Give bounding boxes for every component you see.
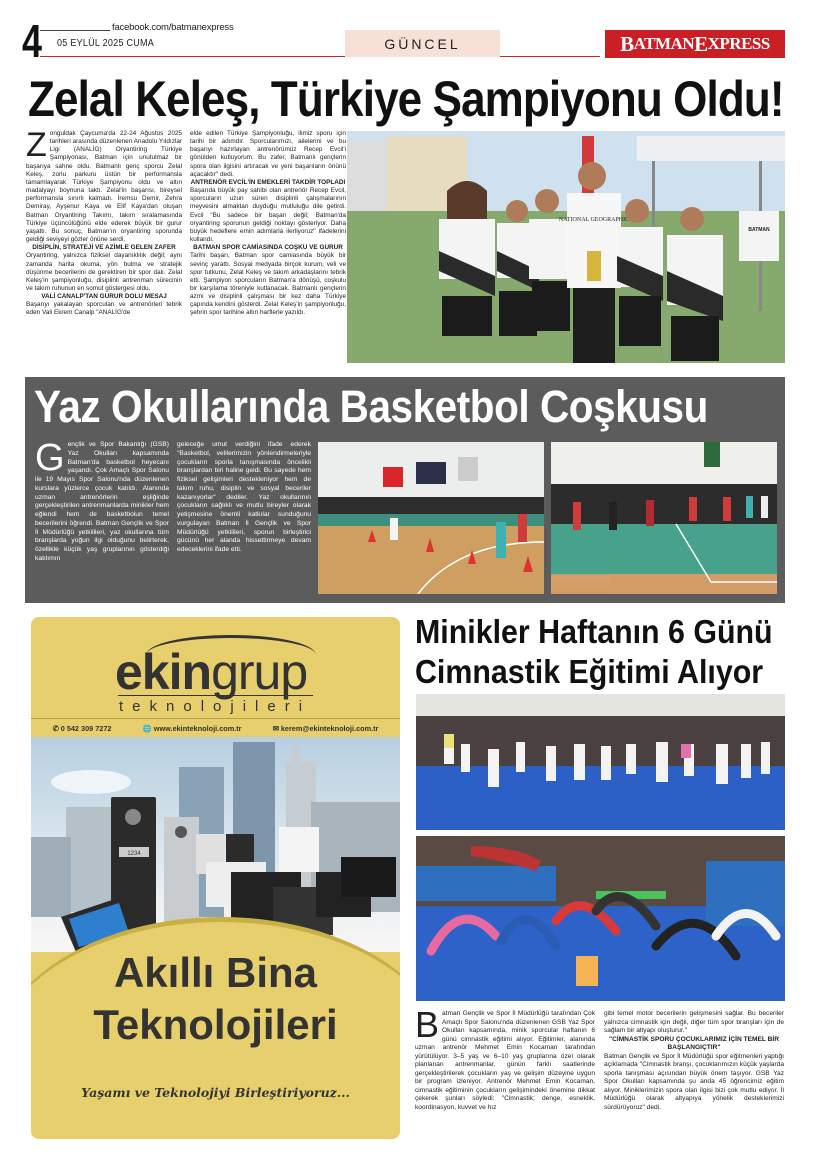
issue-date: 05 EYLÜL 2025 CUMA [57, 38, 155, 49]
brand-logo-b: B [620, 31, 634, 56]
article1-subhead-1: DİSİPLİN, STRATEJİ VE AZİMLE GELEN ZAFER [32, 244, 176, 252]
article1-team-photo [347, 131, 785, 363]
advertisement-ekingrup[interactable] [31, 617, 400, 1139]
ad-logo [115, 644, 308, 700]
ad-website[interactable] [143, 724, 242, 733]
header-rule [40, 30, 110, 31]
article1-paragraph: Başarıyı yakalayan sporcuları ve antrenörleri tebrik eden Vali Ekrem Canalp "ANALİG'de [26, 301, 182, 317]
ad-slogan: Yaşamı ve Teknolojiyi Birleştiriyoruz... [81, 1085, 350, 1100]
gymnastics-photo-2 [416, 836, 785, 1001]
ad-phone-text: 0 542 309 7272 [60, 723, 112, 733]
article2-text: ençlik ve Spor Bakanlığı (GSB) Yaz Okulları kapsamında Batman'da basketbol heyecanı yaşandı. Çok Amaçlı Spor Salonu ile 19 Mayıs Spor Salonu'nda düzenlenen kurslara yüzlerce çocuk katıldı. Alanında uzman antrenörlerin eşliğinde gerçekleştirilen antrenmanlarda minikler hem eğlendi hem de basketbolun temel becerilerini öğrendi. Batman Gençlik ve Spor İl Müdürlüğü yetkilileri, yaz okullarına tüm branşlarda yoğun ilgi olduğunu belirterek, özellikle küçük yaş gruplarının gösterdiği katılımın [35, 441, 169, 562]
article1-subhead-3: ANTRENÖR EVCİL'İN EMEKLERİ TAKDİR TOPLADI [190, 178, 346, 186]
section-tag: GÜNCEL [345, 30, 500, 57]
article1-paragraph: Tarihi başarı, Batman spor camiasında büyük bir sevinç yarattı. Sosyal medyada birçok kurum, veli ve spor tutkunu, Zelal Keleş ve takım arkadaşlarını tebrik etti. Şampiyon sporcuların Batman'a dönüşü, coşkulu bir karşılama töreniyle kutlanacak. Batmanlı gençlerin azmi ve disiplinli çalışması bir kez daha Türkiye çapında kendini gösterdi. Zelal Keleş'in şampiyonluğu, şehrin spor tarihine altın harflerle yazıldı. [190, 252, 346, 317]
article3-paragraph: Batman Gençlik ve Spor İl Müdürlüğü spor eğitmenleri yaptığı açıklamada "Cimnastik branşı, çocuklarımızın küçük yaşlarda sporla tanışması açısından büyük önem taşıyor. GSB Yaz Spor Okulları kapsamında şu anda 45 öğrencimiz eğitim alıyor. Miniklerimizin spora olan ilgisi bizi çok mutlu ediyor. İl Müdürlüğü olarak altyapıya yönelik desteklerimizi sürdürüyoruz" dedi. [604, 1052, 784, 1112]
ad-title [31, 947, 400, 1051]
ad-title-line-1: Akıllı Bina [113, 949, 318, 996]
team-photo-illustration [347, 131, 785, 363]
article2-column-1 [35, 437, 169, 564]
ad-title-line-2: Teknolojileri [93, 1001, 338, 1048]
facebook-link[interactable]: facebook.com/batmanexpress [112, 22, 234, 33]
keypad-display: 1234 [127, 851, 141, 857]
article3-text: atman Gençlik ve Spor İl Müdürlüğü tarafından Çok Amaçlı Spor Salonu'nda düzenlenen GSB Yaz Spor Okulları kapsamında, minik sporcular haftanın 6 günü cimnastik eğitimi alıyor. Eğitimler, alanında uzman antrenör Mehmet Emin Kocaman tarafından yürütülüyor. 3–5 yaş ve 6–10 yaş gruplarına özel olarak planlanan antrenmanlar, günün farklı saatlerinde gerçekleştirilerek çocukların yaş ve gelişim düzeyine uygun bir program izleniyor. Antrenör Mehmet Emin Kocaman, cimnastik eğitiminin çocukların gelişimindeki önemine dikkat çekerek şunları söyledi: "Cimnastik; denge, esneklik, koordinasyon, kuvvet ve hız [415, 1010, 595, 1112]
article1-subhead-2: VALİ CANALP'TAN GURUR DOLU MESAJ [41, 293, 167, 301]
article3-column-1 [415, 1004, 595, 1113]
article3-column-2 [604, 1010, 784, 1113]
header-red-rule [40, 56, 384, 57]
article1-intro-text: onguldak Çaycuma'da 22-24 Ağustos 2025 tarihleri arasında düzenlenen Anadolu Yıldızlar Ligi (ANALİG) Oryantiring Türkiye Şampiyonası, Batman için unutulmaz bir başarıya sahne oldu. Batmanlı genç sporcu Zelal Keleş, zorlu parkuru üstün bir performansla tamamlayarak Türkiye Şampiyonu oldu ve altın madalyayı boynuna taktı. Zelal'in başarısı, bireysel performansla sınırlı kalmadı. İremsu Demir, Zehra Demiray, Ayşenur Kaya ve Elif Kaya'dan oluşan Batman Oryantiring Takımı, takım sıralamasında Türkiye üçüncülüğünü elde ederek büyük bir gurur yaşattı. Bu sonuç, Batman'ın oryantiring sporunda geldiği seviyeyi gözler önüne serdi. [26, 130, 182, 244]
article1-column-2 [190, 130, 346, 318]
shirt-text: NATIONAL GEOGRAPHIC [558, 217, 630, 223]
ad-contact-bar [31, 718, 400, 737]
ad-email-text: kerem@ekinteknoloji.com.tr [280, 723, 379, 733]
brand-logo-e: E [694, 31, 708, 56]
article1-paragraph: Başarıda büyük pay sahibi olan antrenör Recep Evcil, sporcuların uzun süren disiplinli çalışmalarının meyvesini almaktan duyduğu mutluluğu dile getirdi. Evcil "Bu sadece bir başarı değil; Batman'da oryantiring sporunun geldiği noktayı gösteriyor. Daha büyük hedeflere emin adımlarla ilerliyoruz" ifadelerini kullandı. [190, 187, 346, 244]
basketball-photo-1-illustration [318, 442, 544, 594]
page-number: 4 [22, 15, 42, 67]
dropcap: Z [26, 126, 47, 164]
logo-underline [118, 695, 313, 696]
article3-subhead: "CİMNASTİK SPORU ÇOCUKLARIMIZ İÇİN TEMEL BİR BAŞLANGIÇTIR" [608, 1035, 780, 1052]
basketball-photo-2 [551, 442, 777, 594]
brand-logo-atman: ATMAN [633, 34, 695, 53]
brand-logo-xpress: XPRESS [707, 34, 770, 53]
article1-paragraph: elde edilen Türkiye Şampiyonluğu, ilimiz sporu için tarihi bir adımdır. Sporcularımızı, ailelerini ve bu başarıyı hazırlayan antrenörümüz Recep Evcil'i gönülden kutluyorum. Bu zafer, Batmanlı gençlerin spora olan ilgisini artıracak ve yeni başarıların önünü açacaktır" dedi. [190, 130, 346, 178]
globe-icon: 🌐 [142, 723, 152, 733]
brand-logo[interactable] [605, 30, 785, 58]
ad-phone[interactable] [53, 724, 112, 733]
article3-headline-line-1: Minikler Haftanın 6 Günü [415, 613, 773, 650]
article2-column-2 [177, 441, 311, 555]
jersey-text: BATMAN [748, 227, 770, 233]
dropcap: B [415, 1004, 440, 1045]
article3-headline [415, 612, 773, 692]
article1-column-1 [26, 126, 182, 318]
gymnastics-photo-1 [416, 694, 785, 830]
ad-logo-bold: ekin [115, 644, 212, 700]
article2-text: geleceğe umut verdiğini ifade ederek "Basketbol, velilerimizin yönlendirmeleriyle çocukların sporla tanışmasında öncelikli branşlardan biri haline geldi. Bu sayede hem fiziksel gelişimleri destekleniyor hem de takım ruhu, disiplin ve sosyal beceriler kazanıyorlar" dediler. Yaz okullarının çocukların sağlıklı ve mutlu bireyler olarak yetişmesine önemli katkılar sunduğunu vurgulayan Batman İl Gençlik ve Spor Müdürlüğü yetkilileri, sporun birleştirici gücünü her alanda hissettirmeye devam edeceklerini ifade etti. [177, 441, 311, 553]
phone-icon: ✆ [52, 723, 59, 733]
ad-logo-subtitle: teknolojileri [119, 698, 312, 715]
article1-intro [26, 126, 182, 244]
gymnastics-photo-1-illustration [416, 694, 785, 830]
gymnastics-photo-2-illustration [416, 836, 785, 1001]
dropcap: G [35, 437, 65, 479]
basketball-photo-2-illustration [551, 442, 777, 594]
ad-logo-light: grup [211, 644, 308, 700]
mail-icon: ✉ [272, 723, 279, 733]
article2-headline: Yaz Okullarında Basketbol Coşkusu [34, 381, 708, 432]
article3-headline-line-2: Cimnastik Eğitimi Alıyor [415, 653, 764, 690]
ad-website-text: www.ekinteknoloji.com.tr [153, 723, 242, 733]
article1-subhead-4: BATMAN SPOR CAMİASINDA COŞKU VE GURUR [193, 244, 343, 252]
basketball-photo-1 [318, 442, 544, 594]
ad-email[interactable] [273, 724, 379, 733]
article1-paragraph: Oryantiring, yalnızca fiziksel dayanıklılık değil; aynı zamanda harita okuma, yön bulma ve stratejik düşünme becerilerini de gerektiren bir spor dalı. Zelal Keleş'in şampiyonluğu, disiplinli antrenman sürecinin ve takım ruhunun en somut göstergesi oldu. [26, 252, 182, 292]
article3-paragraph: gibi temel motor becerilerin gelişmesini sağlar. Bu beceriler yalnızca cimnastik için değil, diğer tüm spor branşları için de sağlam bir altyapı oluşturur." [604, 1010, 784, 1035]
article1-headline: Zelal Keleş, Türkiye Şampiyonu Oldu! [28, 71, 784, 127]
